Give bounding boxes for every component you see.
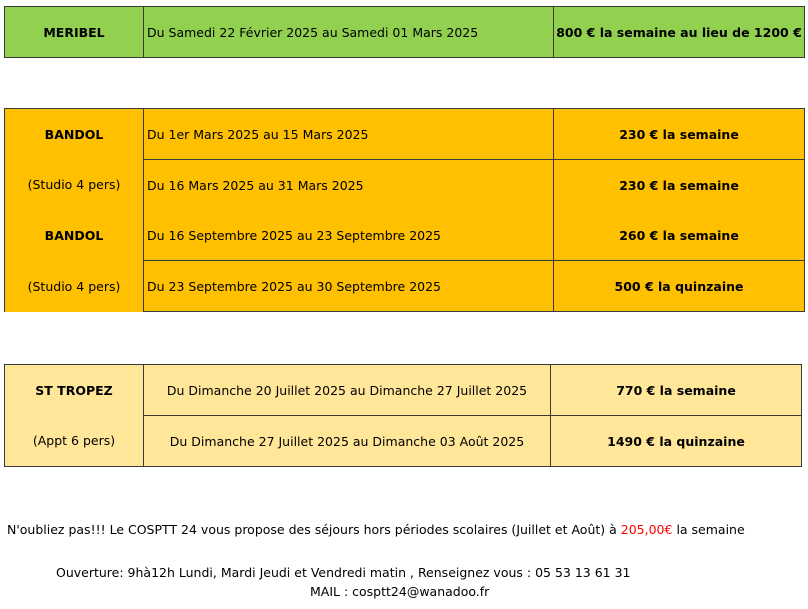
contact-email: MAIL : cosptt24@wanadoo.fr: [310, 584, 490, 599]
destination-name: BANDOL: [5, 109, 144, 160]
price: 260 € la semaine: [554, 210, 805, 261]
date-range: Du Dimanche 27 Juillet 2025 au Dimanche 03 Août 2025: [144, 416, 551, 467]
date-range: Du Dimanche 20 Juillet 2025 au Dimanche 27 Juillet 2025: [144, 365, 551, 416]
destination-name: ST TROPEZ: [5, 365, 144, 416]
opening-hours: Ouverture: 9hà12h Lundi, Mardi Jeudi et Vendredi matin , Renseignez vous : 05 53 13 61 31: [56, 565, 631, 580]
price: 230 € la semaine: [554, 109, 805, 160]
destination-name: MERIBEL: [5, 7, 144, 58]
table-row: [5, 416, 802, 467]
bandol-table-2: [4, 210, 805, 312]
destination-name: BANDOL: [5, 210, 144, 261]
date-range: Du 16 Mars 2025 au 31 Mars 2025: [144, 160, 554, 211]
note-suffix: la semaine: [672, 522, 745, 537]
off-season-price: 205,00€: [620, 522, 673, 537]
accommodation-type: (Studio 4 pers): [5, 261, 144, 312]
table-row: [5, 7, 805, 58]
accommodation-type: (Appt 6 pers): [5, 416, 144, 467]
reminder-note: [7, 522, 745, 537]
date-range: Du 16 Septembre 2025 au 23 Septembre 2025: [144, 210, 554, 261]
table-row: [5, 365, 802, 416]
price: 800 € la semaine au lieu de 1200 €: [554, 7, 805, 58]
date-range: Du Samedi 22 Février 2025 au Samedi 01 Mars 2025: [144, 7, 554, 58]
table-row: [5, 210, 805, 261]
date-range: Du 23 Septembre 2025 au 30 Septembre 2025: [144, 261, 554, 312]
table-row: [5, 160, 805, 211]
accommodation-type: (Studio 4 pers): [5, 160, 144, 211]
bandol-table-1: [4, 108, 805, 211]
date-range: Du 1er Mars 2025 au 15 Mars 2025: [144, 109, 554, 160]
note-text: N'oubliez pas!!! Le COSPTT 24 vous propose des séjours hors périodes scolaires (Juillet et Août) à: [7, 522, 621, 537]
table-row: [5, 261, 805, 312]
price: 230 € la semaine: [554, 160, 805, 211]
price: 500 € la quinzaine: [554, 261, 805, 312]
meribel-table: [4, 6, 805, 58]
price: 1490 € la quinzaine: [551, 416, 802, 467]
table-row: [5, 109, 805, 160]
sttropez-table: [4, 364, 802, 467]
price: 770 € la semaine: [551, 365, 802, 416]
